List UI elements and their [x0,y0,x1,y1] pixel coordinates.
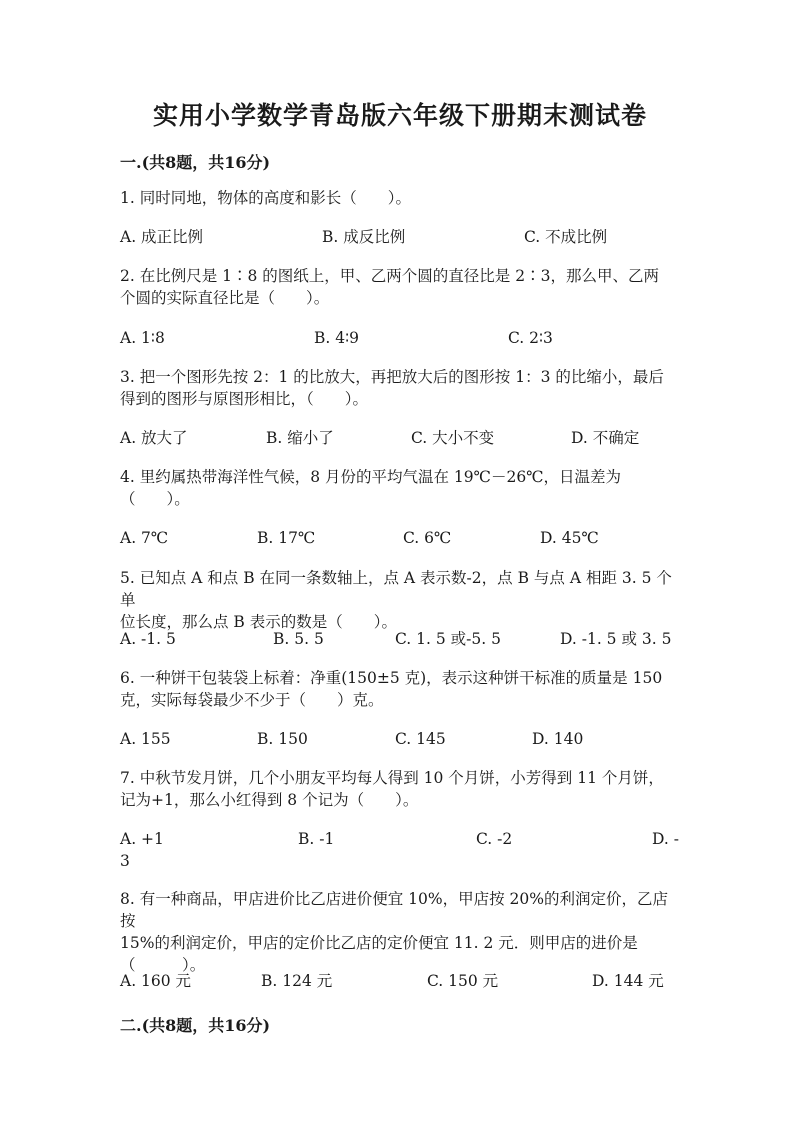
question-2 [120,265,680,309]
q5-option-a: A. -1. 5 [120,630,176,648]
q2-option-b: B. 4∶9 [314,329,360,347]
q7-option-c: C. -2 [476,830,513,848]
section-heading-1: 一.(共8题，共16分) [120,153,271,172]
question-5 [120,567,680,633]
question-5-line-1: 5. 已知点 A 和点 B 在同一条数轴上，点 A 表示数-2，点 B 与点 A 相距 3. 5 个单 [120,569,672,609]
q4-option-b: B. 17℃ [257,529,316,547]
q4-option-c: C. 6℃ [403,529,452,547]
q2-option-a: A. 1∶8 [120,329,165,347]
question-3 [120,366,680,410]
q3-option-b: B. 缩小了 [266,429,334,447]
question-6-line-1: 6. 一种饼干包装袋上标着：净重(150±5 克)，表示这种饼干标准的质量是 150 [120,669,663,687]
question-4-line-1: 4. 里约属热带海洋性气候，8 月份的平均气温在 19℃－26℃，日温差为 [120,468,622,486]
q1-option-c: C. 不成比例 [524,228,608,246]
question-6-line-2: 克，实际每袋最少不少于（ ）克。 [120,691,384,709]
question-7-line-2: 记为+1，那么小红得到 8 个记为（ ）。 [120,791,419,809]
q4-option-d: D. 45℃ [540,529,599,547]
q1-option-a: A. 成正比例 [120,228,204,246]
question-3-line-1: 3. 把一个图形先按 2：1 的比放大，再把放大后的图形按 1：3 的比缩小，最后 [120,368,664,386]
q5-option-b: B. 5. 5 [273,630,324,648]
q1-option-b: B. 成反比例 [322,228,406,246]
q3-option-a: A. 放大了 [120,429,188,447]
q7-option-d: D. - [652,830,679,848]
question-7-line-1: 7. 中秋节发月饼，几个小朋友平均每人得到 10 个月饼，小芳得到 11 个月饼， [120,769,664,787]
question-1 [120,187,680,209]
q8-option-a: A. 160 元 [120,972,192,990]
q3-option-c: C. 大小不变 [411,429,495,447]
question-4 [120,466,680,510]
question-5-line-2: 位长度，那么点 B 表示的数是（ ）。 [120,613,397,631]
q7-option-a: A. +1 [120,830,164,848]
q4-option-a: A. 7℃ [120,529,169,547]
q5-option-d: D. -1. 5 或 3. 5 [560,630,672,648]
section-heading-2: 二.(共8题，共16分) [120,1016,271,1035]
question-1-line-1: 1. 同时同地，物体的高度和影长（ ）。 [120,189,411,207]
question-4-line-2: （ ）。 [120,490,190,508]
q5-option-c: C. 1. 5 或-5. 5 [395,630,501,648]
question-8 [120,888,680,976]
question-8-line-1: 8. 有一种商品，甲店进价比乙店进价便宜 10%，甲店按 20%的利润定价，乙店按 [120,890,668,930]
q6-option-a: A. 155 [120,730,171,748]
q6-option-c: C. 145 [395,730,446,748]
q7-option-b: B. -1 [298,830,335,848]
q8-option-d: D. 144 元 [592,972,664,990]
question-7 [120,767,680,811]
question-6 [120,667,680,711]
q8-option-c: C. 150 元 [427,972,499,990]
question-2-line-2: 个圆的实际直径比是（ ）。 [120,289,330,307]
question-3-line-2: 得到的图形与原图形相比，（ ）。 [120,390,369,408]
q3-option-d: D. 不确定 [571,429,640,447]
question-8-line-3: （ ）。 [120,956,206,974]
question-2-line-1: 2. 在比例尺是 1∶8 的图纸上，甲、乙两个圆的直径比是 2∶3，那么甲、乙两 [120,267,659,285]
q6-option-b: B. 150 [257,730,308,748]
q2-option-c: C. 2∶3 [508,329,553,347]
q8-option-b: B. 124 元 [261,972,333,990]
question-8-line-2: 15%的利润定价，甲店的定价比乙店的定价便宜 11. 2 元．则甲店的进价是 [120,934,638,952]
q6-option-d: D. 140 [532,730,584,748]
page-title: 实用小学数学青岛版六年级下册期末测试卷 [152,101,647,130]
q7-option-d-wrap: 3 [120,852,130,870]
